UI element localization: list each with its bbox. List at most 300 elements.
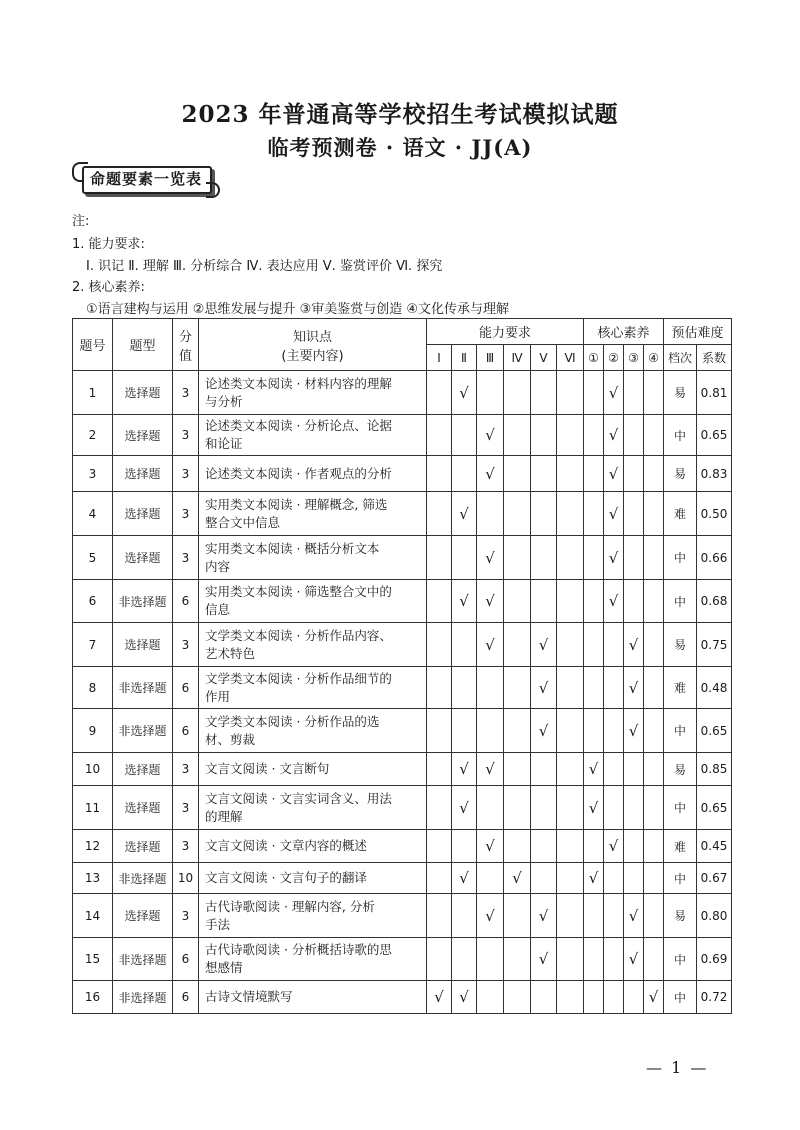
table-row: [73, 456, 732, 492]
table-row: [73, 536, 732, 580]
ability-cell-2: [452, 709, 477, 753]
core-title: 2. 核心素养:: [72, 280, 145, 295]
question-number: 14: [73, 894, 113, 938]
ability-cell-5: [531, 492, 557, 536]
ability-cell-6: [557, 709, 584, 753]
difficulty-level: 中: [664, 938, 697, 981]
question-type: 选择题: [113, 456, 173, 492]
core-cell-2: [604, 981, 624, 1014]
table-row: [73, 786, 732, 830]
table-row: [73, 981, 732, 1014]
ability-check-3: √: [477, 623, 504, 667]
core-cell-4: [644, 371, 664, 415]
core-cell-1: [584, 415, 604, 456]
section-banner: [72, 162, 222, 196]
question-type: 非选择题: [113, 709, 173, 753]
question-number: 8: [73, 667, 113, 709]
ability-check-5: √: [531, 894, 557, 938]
question-number: 2: [73, 415, 113, 456]
header-ability-4: Ⅳ: [504, 345, 531, 371]
knowledge-line1: 实用类文本阅读 · 理解概念, 筛选: [205, 496, 388, 512]
core-cell-2: [604, 753, 624, 786]
ability-cell-5: [531, 371, 557, 415]
core-cell-4: [644, 623, 664, 667]
knowledge-line1: 文学类文本阅读 · 分析作品细节的: [205, 670, 392, 686]
core-cell-4: [644, 863, 664, 894]
ability-cell-4: [504, 667, 531, 709]
header-difficulty: 预估难度: [664, 319, 732, 345]
ability-cell-5: [531, 456, 557, 492]
knowledge-line1: 文学类文本阅读 · 分析作品内容、: [205, 627, 392, 643]
ability-cell-1: [427, 536, 452, 580]
exam-spec-table: [72, 318, 732, 1014]
ability-cell-5: [531, 863, 557, 894]
question-score: 3: [173, 894, 199, 938]
question-number: 10: [73, 753, 113, 786]
ability-check-3: √: [477, 536, 504, 580]
core-check-2: √: [604, 415, 624, 456]
core-cell-3: [624, 492, 644, 536]
ability-cell-3: [477, 786, 504, 830]
core-cell-3: [624, 786, 644, 830]
difficulty-coefficient: 0.65: [697, 709, 732, 753]
question-type: 选择题: [113, 536, 173, 580]
question-type: 非选择题: [113, 667, 173, 709]
difficulty-coefficient: 0.81: [697, 371, 732, 415]
header-core: 核心素养: [584, 319, 664, 345]
banner-label: 命题要素一览表: [90, 170, 203, 188]
ability-cell-6: [557, 580, 584, 623]
ability-cell-3: [477, 492, 504, 536]
core-cell-4: [644, 456, 664, 492]
knowledge-line2: 想感情: [205, 960, 243, 975]
ability-cell-1: [427, 938, 452, 981]
question-type: 选择题: [113, 623, 173, 667]
difficulty-coefficient: 0.65: [697, 415, 732, 456]
core-cell-1: [584, 830, 604, 863]
knowledge-line2: 作用: [205, 688, 231, 704]
difficulty-coefficient: 0.69: [697, 938, 732, 981]
question-score: 3: [173, 786, 199, 830]
knowledge-line1: 论述类文本阅读 · 材料内容的理解: [205, 375, 392, 391]
knowledge-line2: 艺术特色: [205, 645, 256, 661]
difficulty-coefficient: 0.80: [697, 894, 732, 938]
ability-check-3: √: [477, 456, 504, 492]
knowledge-line2: 和论证: [205, 436, 243, 451]
ability-cell-1: [427, 667, 452, 709]
core-check-2: √: [604, 536, 624, 580]
ability-cell-5: [531, 536, 557, 580]
question-number: 13: [73, 863, 113, 894]
ability-cell-4: [504, 709, 531, 753]
header-score-line2: 值: [178, 348, 192, 364]
header-core-4: ④: [644, 345, 664, 371]
question-score: 3: [173, 371, 199, 415]
ability-cell-6: [557, 830, 584, 863]
ability-cell-5: [531, 753, 557, 786]
table-row: [73, 492, 732, 536]
header-ability-2: Ⅱ: [452, 345, 477, 371]
question-number: 9: [73, 709, 113, 753]
core-cell-3: [624, 536, 644, 580]
difficulty-level: 中: [664, 786, 697, 830]
ability-cell-3: [477, 981, 504, 1014]
ability-cell-1: [427, 371, 452, 415]
question-type: 选择题: [113, 371, 173, 415]
ability-cell-3: [477, 938, 504, 981]
ability-check-2: √: [452, 371, 477, 415]
difficulty-level: 中: [664, 981, 697, 1014]
question-score: 3: [173, 753, 199, 786]
core-cell-3: [624, 415, 644, 456]
ability-cell-4: [504, 830, 531, 863]
knowledge-point: [199, 938, 427, 981]
knowledge-point: [199, 415, 427, 456]
knowledge-point: [199, 830, 427, 863]
core-check-2: √: [604, 371, 624, 415]
header-type: 题型: [113, 319, 173, 371]
knowledge-line2: 信息: [205, 602, 231, 617]
knowledge-point: [199, 623, 427, 667]
knowledge-line2: 的理解: [205, 808, 243, 824]
core-check-1: √: [584, 863, 604, 894]
knowledge-line2: 整合文中信息: [205, 514, 281, 530]
core-cell-1: [584, 371, 604, 415]
difficulty-level: 易: [664, 894, 697, 938]
knowledge-line1: 实用类文本阅读 · 概括分析文本: [205, 540, 380, 556]
ability-cell-6: [557, 371, 584, 415]
core-cell-4: [644, 536, 664, 580]
ability-cell-5: [531, 830, 557, 863]
notes-heading: 注:: [72, 214, 90, 229]
ability-check-2: √: [452, 580, 477, 623]
knowledge-point: [199, 667, 427, 709]
ability-cell-4: [504, 492, 531, 536]
question-type: 非选择题: [113, 863, 173, 894]
ability-cell-3: [477, 667, 504, 709]
ability-cell-6: [557, 786, 584, 830]
question-number: 5: [73, 536, 113, 580]
page-number: — 1 —: [646, 1058, 709, 1077]
table-row: [73, 371, 732, 415]
table-row: [73, 753, 732, 786]
question-number: 15: [73, 938, 113, 981]
knowledge-point: [199, 863, 427, 894]
knowledge-point: [199, 981, 427, 1014]
knowledge-point: [199, 492, 427, 536]
question-number: 6: [73, 580, 113, 623]
core-cell-3: [624, 456, 644, 492]
knowledge-line2: 材、剪裁: [205, 731, 256, 747]
ability-check-3: √: [477, 580, 504, 623]
knowledge-point: [199, 709, 427, 753]
scroll-curl-right: [206, 182, 220, 198]
core-cell-3: [624, 981, 644, 1014]
core-cell-4: [644, 415, 664, 456]
ability-cell-4: [504, 938, 531, 981]
ability-cell-4: [504, 371, 531, 415]
difficulty-level: 难: [664, 492, 697, 536]
difficulty-level: 中: [664, 863, 697, 894]
ability-cell-4: [504, 753, 531, 786]
ability-check-1: √: [427, 981, 452, 1014]
ability-cell-4: [504, 415, 531, 456]
knowledge-line1: 论述类文本阅读 · 分析论点、论据: [205, 418, 392, 433]
difficulty-level: 中: [664, 580, 697, 623]
core-cell-4: [644, 786, 664, 830]
header-level: 档次: [664, 345, 697, 371]
question-number: 12: [73, 830, 113, 863]
ability-cell-1: [427, 863, 452, 894]
core-cell-3: [624, 830, 644, 863]
ability-cell-4: [504, 623, 531, 667]
core-cell-4: [644, 938, 664, 981]
core-cell-2: [604, 863, 624, 894]
difficulty-level: 难: [664, 830, 697, 863]
ability-cell-2: [452, 894, 477, 938]
ability-check-5: √: [531, 709, 557, 753]
header-ability-5: Ⅴ: [531, 345, 557, 371]
question-type: 选择题: [113, 786, 173, 830]
ability-cell-6: [557, 536, 584, 580]
core-cell-1: [584, 709, 604, 753]
knowledge-line2: 与分析: [205, 393, 243, 409]
knowledge-point: [199, 894, 427, 938]
question-number: 4: [73, 492, 113, 536]
question-score: 3: [173, 536, 199, 580]
difficulty-level: 易: [664, 623, 697, 667]
ability-check-5: √: [531, 667, 557, 709]
question-score: 3: [173, 830, 199, 863]
question-score: 6: [173, 981, 199, 1014]
question-number: 11: [73, 786, 113, 830]
difficulty-level: 易: [664, 456, 697, 492]
ability-check-2: √: [452, 863, 477, 894]
ability-cell-3: [477, 709, 504, 753]
ability-check-5: √: [531, 623, 557, 667]
ability-cell-6: [557, 623, 584, 667]
core-check-2: √: [604, 580, 624, 623]
header-coef: 系数: [697, 345, 732, 371]
header-num: 题号: [73, 319, 113, 371]
header-score: [173, 319, 199, 371]
core-cell-2: [604, 786, 624, 830]
question-score: 6: [173, 580, 199, 623]
ability-cell-3: [477, 863, 504, 894]
ability-cell-5: [531, 415, 557, 456]
question-score: 6: [173, 667, 199, 709]
ability-check-3: √: [477, 894, 504, 938]
ability-check-3: √: [477, 753, 504, 786]
ability-check-5: √: [531, 938, 557, 981]
header-ability-3: Ⅲ: [477, 345, 504, 371]
table-row: [73, 863, 732, 894]
core-cell-1: [584, 667, 604, 709]
question-score: 3: [173, 456, 199, 492]
ability-cell-6: [557, 938, 584, 981]
question-type: 非选择题: [113, 938, 173, 981]
core-cell-4: [644, 830, 664, 863]
question-type: 选择题: [113, 830, 173, 863]
difficulty-coefficient: 0.48: [697, 667, 732, 709]
core-cell-2: [604, 623, 624, 667]
header-core-3: ③: [624, 345, 644, 371]
table-row: [73, 830, 732, 863]
core-check-1: √: [584, 753, 604, 786]
difficulty-coefficient: 0.50: [697, 492, 732, 536]
ability-cell-3: [477, 371, 504, 415]
core-cell-1: [584, 981, 604, 1014]
core-cell-1: [584, 536, 604, 580]
ability-cell-4: [504, 580, 531, 623]
question-type: 非选择题: [113, 981, 173, 1014]
core-cell-4: [644, 492, 664, 536]
ability-cell-6: [557, 492, 584, 536]
knowledge-point: [199, 456, 427, 492]
core-cell-2: [604, 894, 624, 938]
ability-cell-4: [504, 536, 531, 580]
ability-cell-6: [557, 667, 584, 709]
ability-cell-2: [452, 536, 477, 580]
core-cell-1: [584, 456, 604, 492]
difficulty-level: 难: [664, 667, 697, 709]
knowledge-point: [199, 371, 427, 415]
question-type: 选择题: [113, 492, 173, 536]
knowledge-line1: 古代诗歌阅读 · 分析概括诗歌的思: [205, 942, 392, 957]
ability-cell-1: [427, 415, 452, 456]
core-cell-2: [604, 667, 624, 709]
ability-cell-6: [557, 981, 584, 1014]
question-type: 选择题: [113, 415, 173, 456]
ability-cell-5: [531, 580, 557, 623]
ability-cell-6: [557, 456, 584, 492]
difficulty-level: 中: [664, 536, 697, 580]
question-number: 3: [73, 456, 113, 492]
header-ability: 能力要求: [427, 319, 584, 345]
difficulty-level: 中: [664, 415, 697, 456]
core-check-3: √: [624, 709, 644, 753]
ability-cell-6: [557, 753, 584, 786]
question-score: 3: [173, 415, 199, 456]
core-check-2: √: [604, 830, 624, 863]
header-score-line1: 分: [178, 329, 192, 345]
question-number: 7: [73, 623, 113, 667]
knowledge-line1: 文言文阅读 · 文言实词含义、用法: [205, 790, 392, 806]
table-row: [73, 580, 732, 623]
ability-cell-1: [427, 580, 452, 623]
difficulty-coefficient: 0.85: [697, 753, 732, 786]
knowledge-line1: 文学类文本阅读 · 分析作品的选: [205, 713, 380, 729]
core-cell-4: [644, 667, 664, 709]
ability-cell-6: [557, 894, 584, 938]
ability-cell-5: [531, 786, 557, 830]
core-check-4: √: [644, 981, 664, 1014]
table-row: [73, 938, 732, 981]
ability-cell-1: [427, 753, 452, 786]
ability-cell-1: [427, 492, 452, 536]
core-cell-4: [644, 894, 664, 938]
core-check-3: √: [624, 667, 644, 709]
exam-title: 2023 年普通高等学校招生考试模拟试题: [181, 101, 619, 128]
core-check-2: √: [604, 492, 624, 536]
core-cell-2: [604, 709, 624, 753]
difficulty-level: 易: [664, 753, 697, 786]
question-type: 选择题: [113, 753, 173, 786]
ability-cell-2: [452, 938, 477, 981]
question-score: 6: [173, 709, 199, 753]
knowledge-line1: 实用类文本阅读 · 筛选整合文中的: [205, 584, 392, 599]
core-items: ①语言建构与运用 ②思维发展与提升 ③审美鉴赏与创造 ④文化传承与理解: [86, 302, 510, 317]
ability-cell-4: [504, 981, 531, 1014]
core-check-3: √: [624, 938, 644, 981]
question-number: 16: [73, 981, 113, 1014]
table-row: [73, 709, 732, 753]
exam-subtitle: 临考预测卷 · 语文 · JJ(A): [267, 135, 533, 160]
knowledge-point: [199, 536, 427, 580]
ability-cell-1: [427, 709, 452, 753]
knowledge-point: [199, 786, 427, 830]
core-cell-3: [624, 863, 644, 894]
ability-cell-2: [452, 667, 477, 709]
ability-cell-1: [427, 894, 452, 938]
ability-cell-5: [531, 981, 557, 1014]
table-row: [73, 667, 732, 709]
ability-cell-1: [427, 623, 452, 667]
ability-check-3: √: [477, 830, 504, 863]
difficulty-level: 中: [664, 709, 697, 753]
header-ability-6: Ⅵ: [557, 345, 584, 371]
question-type: 选择题: [113, 894, 173, 938]
question-number: 1: [73, 371, 113, 415]
core-check-2: √: [604, 456, 624, 492]
ability-check-2: √: [452, 753, 477, 786]
difficulty-coefficient: 0.68: [697, 580, 732, 623]
ability-cell-4: [504, 456, 531, 492]
question-score: 6: [173, 938, 199, 981]
header-knowledge-line1: 知识点: [292, 329, 332, 345]
ability-cell-4: [504, 894, 531, 938]
ability-cell-2: [452, 415, 477, 456]
ability-cell-6: [557, 415, 584, 456]
ability-cell-1: [427, 830, 452, 863]
ability-cell-2: [452, 456, 477, 492]
difficulty-coefficient: 0.75: [697, 623, 732, 667]
knowledge-line2: 手法: [205, 916, 231, 932]
ability-title: 1. 能力要求:: [72, 237, 145, 252]
core-cell-3: [624, 753, 644, 786]
ability-cell-6: [557, 863, 584, 894]
core-cell-1: [584, 623, 604, 667]
core-cell-4: [644, 709, 664, 753]
knowledge-line1: 论述类文本阅读 · 作者观点的分析: [205, 465, 392, 481]
table-row: [73, 415, 732, 456]
ability-check-2: √: [452, 981, 477, 1014]
ability-cell-1: [427, 786, 452, 830]
core-check-3: √: [624, 623, 644, 667]
core-cell-1: [584, 938, 604, 981]
table-row: [73, 623, 732, 667]
difficulty-coefficient: 0.66: [697, 536, 732, 580]
header-ability-1: Ⅰ: [427, 345, 452, 371]
core-check-3: √: [624, 894, 644, 938]
header-core-2: ②: [604, 345, 624, 371]
difficulty-coefficient: 0.83: [697, 456, 732, 492]
question-score: 3: [173, 492, 199, 536]
core-cell-3: [624, 580, 644, 623]
ability-check-2: √: [452, 492, 477, 536]
header-knowledge: [199, 319, 427, 371]
difficulty-coefficient: 0.45: [697, 830, 732, 863]
